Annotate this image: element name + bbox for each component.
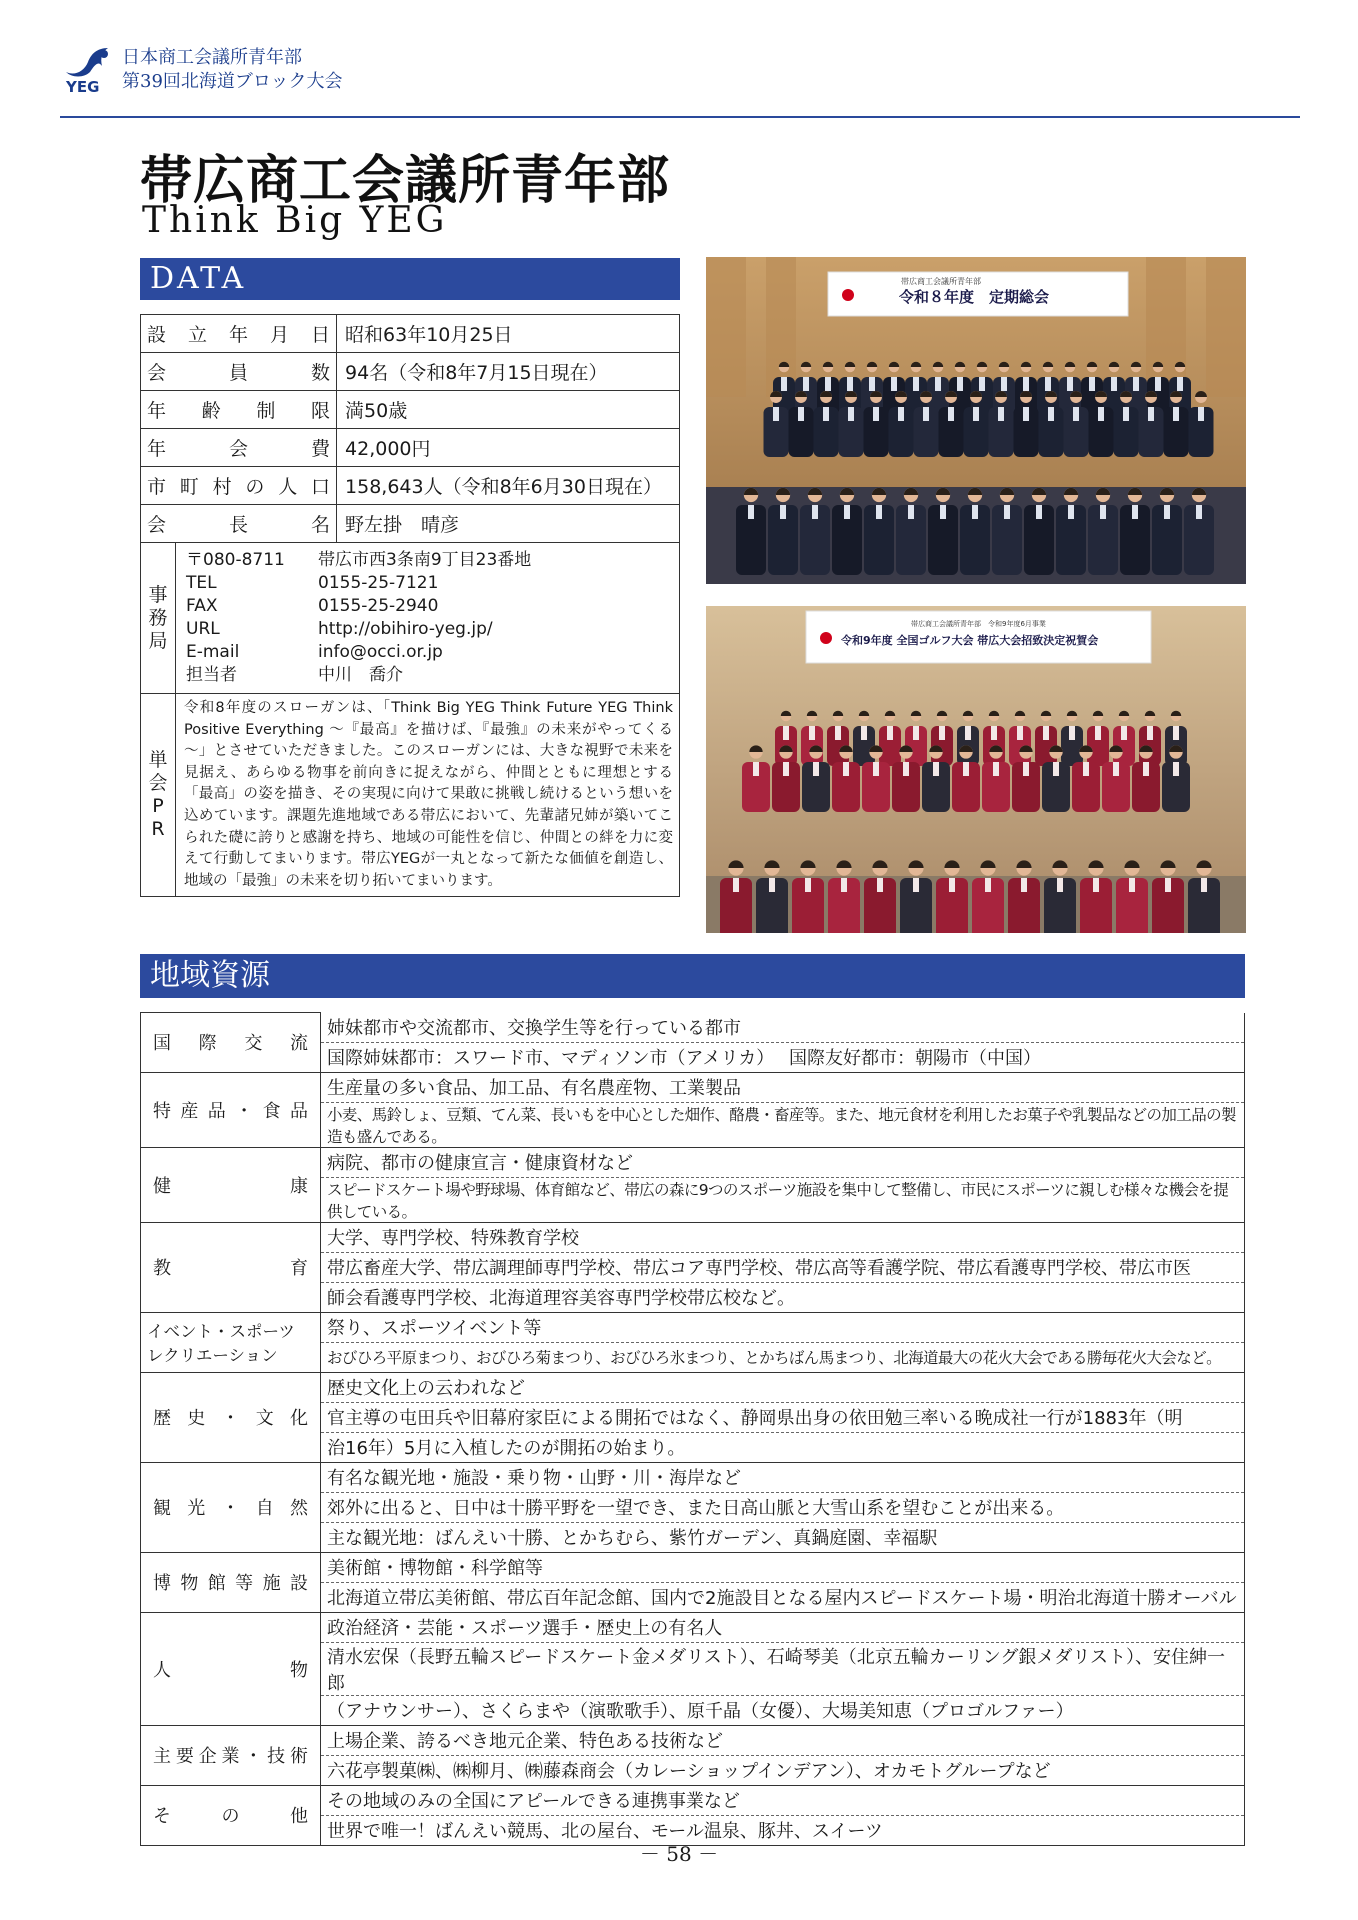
data-value: 昭和63年10月25日 bbox=[337, 315, 680, 353]
person-shirt bbox=[939, 726, 945, 740]
office-item bbox=[186, 641, 669, 664]
region-heading: 地域資源 bbox=[140, 954, 1245, 998]
person-shirt bbox=[783, 762, 789, 776]
person-shirt bbox=[877, 878, 883, 892]
office-item bbox=[186, 572, 669, 595]
person-shirt bbox=[803, 377, 809, 391]
data-row bbox=[141, 353, 680, 391]
data-label bbox=[141, 391, 337, 429]
person-shirt bbox=[1133, 377, 1139, 391]
person-shirt bbox=[973, 407, 979, 421]
person-shirt bbox=[1100, 505, 1106, 519]
yeg-logo bbox=[64, 42, 114, 98]
person-shirt bbox=[957, 377, 963, 391]
data-value: 42,000円 bbox=[337, 429, 680, 467]
region-value: 治16年）5月に入植したのが開拓の始まり。 bbox=[321, 1432, 1245, 1462]
person-shirt bbox=[1004, 505, 1010, 519]
office-info bbox=[176, 543, 680, 694]
region-value: 清水宏保（長野五輪スピードスケート金メダリスト）、石崎琴美（北京五輪カーリング銀メダリスト）、安住紳一郎 bbox=[321, 1642, 1245, 1695]
office-item-key: 担当者 bbox=[186, 665, 237, 685]
person-shirt bbox=[1073, 407, 1079, 421]
person-shirt bbox=[1113, 762, 1119, 776]
region-value: 世界で唯一！ばんえい競馬、北の屋台、モール温泉、豚丼、スイーツ bbox=[321, 1815, 1245, 1845]
person-shirt bbox=[1129, 878, 1135, 892]
region-label-text: 教 育 bbox=[153, 1258, 308, 1279]
golf-celebration-photo bbox=[706, 606, 1246, 933]
office-item bbox=[186, 664, 669, 687]
data-label bbox=[141, 505, 337, 543]
office-item-value: 中川 喬介 bbox=[318, 665, 403, 685]
person-shirt bbox=[972, 505, 978, 519]
region-label bbox=[141, 1147, 321, 1222]
person-shirt bbox=[940, 505, 946, 519]
region-row bbox=[141, 1222, 1245, 1252]
person-shirt bbox=[798, 407, 804, 421]
region-label-text: 人 物 bbox=[153, 1659, 308, 1681]
golf-celebration-photo-image bbox=[706, 606, 1246, 933]
person-shirt bbox=[979, 377, 985, 391]
person-shirt bbox=[891, 377, 897, 391]
person-shirt bbox=[1057, 878, 1063, 892]
person-shirt bbox=[1132, 505, 1138, 519]
person-shirt bbox=[823, 407, 829, 421]
region-row bbox=[141, 1072, 1245, 1102]
header-text bbox=[122, 46, 343, 94]
data-label-text: 年 齢 制 限 bbox=[147, 400, 330, 422]
person-shirt bbox=[1173, 762, 1179, 776]
general-meeting-photo bbox=[706, 257, 1246, 584]
office-label: 事 務 局 bbox=[141, 543, 176, 694]
pr-text: 令和8年度のスローガンは、「Think Big YEG Think Future YEG Think Positive Everything ～『最高』を描けば、『最強』の未来がやってくる～」とさせていただきました。このスローガンには、大きな視野で未来を見据え、あらゆる物事を前向きに捉えながら、仲間とともに理想とする「最高」の姿を描き、その実現に向けて果敢に挑戦し続けるという想いを込めています。課題先進地域である帯広において、先輩諸兄姉が築いてこられた礎に誇りと感謝を持ち、地域の可能性を信じ、仲間との絆を力に変えて行動してまいります。帯広YEGが一丸となって新たな価値を創造し、地域の「最強」の未来を切り拓いてまいります。 bbox=[176, 694, 680, 897]
person-shirt bbox=[898, 407, 904, 421]
region-label-text: 健 康 bbox=[153, 1175, 308, 1197]
region-row bbox=[141, 1013, 1245, 1043]
region-label bbox=[141, 1013, 321, 1073]
office-item-key: E-mail bbox=[186, 642, 240, 662]
page-title: 帯広商工会議所青年部 bbox=[140, 151, 671, 211]
page-subtitle: Think Big YEG bbox=[142, 200, 448, 241]
region-value: スピードスケート場や野球場、体育館など、帯広の森に9つのスポーツ施設を集中して整備し、市民にスポーツに親しむ様々な機会を提供している。 bbox=[321, 1177, 1245, 1222]
person-shirt bbox=[887, 726, 893, 740]
person-shirt bbox=[949, 878, 955, 892]
person-shirt bbox=[1143, 762, 1149, 776]
region-value: 官主導の屯田兵や旧幕府家臣による開拓ではなく、静岡県出身の依田勉三率いる晩成社一行が1883年（明 bbox=[321, 1402, 1245, 1432]
data-value: 158,643人（令和8年6月30日現在） bbox=[337, 467, 680, 505]
person-shirt bbox=[985, 878, 991, 892]
person-shirt bbox=[1068, 505, 1074, 519]
region-row bbox=[141, 1725, 1245, 1755]
person-shirt bbox=[844, 505, 850, 519]
region-value: 国際姉妹都市：スワード市、マディソン市（アメリカ） 国際友好都市：朝陽市（中国） bbox=[321, 1042, 1245, 1072]
region-label-text: 国 際 交 流 bbox=[153, 1033, 308, 1055]
yeg-logo-text: YEG bbox=[66, 78, 100, 96]
data-label bbox=[141, 315, 337, 353]
data-row bbox=[141, 505, 680, 543]
header-line-2: 第39回北海道ブロック大会 bbox=[122, 71, 343, 92]
region-value: 有名な観光地・施設・乗り物・山野・川・海岸など bbox=[321, 1462, 1245, 1492]
region-label bbox=[141, 1372, 321, 1462]
region-value: 祭り、スポーツイベント等 bbox=[321, 1312, 1245, 1342]
region-label bbox=[141, 1725, 321, 1785]
person-shirt bbox=[1069, 726, 1075, 740]
region-value: 主な観光地：ばんえい十勝、とかちむら、紫竹ガーデン、真鍋庭園、幸福駅 bbox=[321, 1522, 1245, 1552]
region-value: おびひろ平原まつり、おびひろ菊まつり、おびひろ氷まつり、とかちばん馬まつり、北海道最大の花火大会である勝毎花火大会など。 bbox=[321, 1342, 1245, 1372]
person-shirt bbox=[873, 407, 879, 421]
person-shirt bbox=[1045, 377, 1051, 391]
person-shirt bbox=[948, 407, 954, 421]
office-item-key: URL bbox=[186, 619, 220, 639]
photo2-banner-small: 帯広商工会議所青年部 令和9年度6月事業 bbox=[911, 620, 1046, 628]
person-shirt bbox=[1053, 762, 1059, 776]
person-shirt bbox=[1165, 878, 1171, 892]
person-shirt bbox=[1111, 377, 1117, 391]
data-label-text: 会 長 名 bbox=[147, 514, 331, 536]
person-shirt bbox=[998, 407, 1004, 421]
region-value: 郊外に出ると、日中は十勝平野を一望でき、また日高山脈と大雪山系を望むことが出来る。 bbox=[321, 1492, 1245, 1522]
region-label-text: そ の 他 bbox=[153, 1806, 308, 1827]
person-shirt bbox=[1023, 407, 1029, 421]
region-value: 政治経済・芸能・スポーツ選手・歴史上の有名人 bbox=[321, 1612, 1245, 1642]
data-value: 満50歳 bbox=[337, 391, 680, 429]
person-shirt bbox=[1083, 762, 1089, 776]
office-item bbox=[186, 549, 669, 572]
pr-label: 単 会 P R bbox=[141, 694, 176, 897]
person-shirt bbox=[1173, 407, 1179, 421]
region-row bbox=[141, 1785, 1245, 1815]
page-header bbox=[60, 40, 1300, 118]
person-shirt bbox=[813, 762, 819, 776]
data-label-text: 設 立 年 月 日 bbox=[147, 324, 331, 346]
region-value: 生産量の多い食品、加工品、有名農産物、工業製品 bbox=[321, 1072, 1245, 1102]
person-shirt bbox=[1093, 878, 1099, 892]
person-shirt bbox=[861, 726, 867, 740]
person-shirt bbox=[809, 726, 815, 740]
data-label bbox=[141, 467, 337, 505]
person-shirt bbox=[908, 505, 914, 519]
person-shirt bbox=[1173, 726, 1179, 740]
person-shirt bbox=[843, 762, 849, 776]
person-shirt bbox=[913, 377, 919, 391]
office-item-key: FAX bbox=[186, 596, 218, 616]
region-row bbox=[141, 1312, 1245, 1342]
data-value: 野左掛 晴彦 bbox=[337, 505, 680, 543]
person-shirt bbox=[965, 726, 971, 740]
office-item-value: 0155-25-7121 bbox=[318, 573, 439, 593]
photo1-banner: 令和８年度 定期総会 bbox=[899, 288, 1050, 306]
data-label-text: 市 町 村 の 人 口 bbox=[147, 476, 330, 498]
data-row bbox=[141, 391, 680, 429]
region-label-text: 観 光 ・ 自 然 bbox=[153, 1498, 308, 1519]
person-shirt bbox=[991, 726, 997, 740]
person-shirt bbox=[923, 407, 929, 421]
region-value: 北海道立帯広美術館、帯広百年記念館、国内で2施設目となる屋内スピードスケート場・明治北海道十勝オーバル bbox=[321, 1582, 1245, 1612]
person-shirt bbox=[1148, 407, 1154, 421]
region-row bbox=[141, 1552, 1245, 1582]
data-heading: DATA bbox=[140, 258, 680, 300]
person-shirt bbox=[933, 762, 939, 776]
office-item-value[interactable]: info@occi.or.jp bbox=[318, 642, 443, 662]
person-shirt bbox=[913, 726, 919, 740]
person-shirt bbox=[733, 878, 739, 892]
general-meeting-photo-image bbox=[706, 257, 1246, 584]
region-value: 病院、都市の健康宣言・健康資材など bbox=[321, 1147, 1245, 1177]
office-item-key: 〒080-8711 bbox=[186, 550, 285, 570]
person-shirt bbox=[841, 878, 847, 892]
region-value: 歴史文化上の云われなど bbox=[321, 1372, 1245, 1402]
person-shirt bbox=[835, 726, 841, 740]
person-shirt bbox=[1196, 505, 1202, 519]
region-value: 姉妹都市や交流都市、交換学生等を行っている都市 bbox=[321, 1013, 1245, 1043]
page-number: － 58 － bbox=[639, 1842, 719, 1866]
person-shirt bbox=[1177, 377, 1183, 391]
person-shirt bbox=[847, 377, 853, 391]
photo2-banner: 令和9年度 全国ゴルフ大会 帯広大会招致決定祝賀会 bbox=[841, 634, 1099, 647]
person-shirt bbox=[781, 377, 787, 391]
data-row bbox=[141, 429, 680, 467]
office-item-value: 帯広市西3条南9丁目23番地 bbox=[318, 550, 532, 570]
person-shirt bbox=[1098, 407, 1104, 421]
office-row bbox=[141, 543, 680, 694]
person-shirt bbox=[1023, 377, 1029, 391]
data-label-text: 会 員 数 bbox=[147, 362, 331, 384]
person-shirt bbox=[1023, 762, 1029, 776]
data-value: 94名（令和8年7月15日現在） bbox=[337, 353, 680, 391]
person-shirt bbox=[1123, 407, 1129, 421]
person-shirt bbox=[1043, 726, 1049, 740]
region-value: 小麦、馬鈴しょ、豆類、てん菜、長いもを中心とした畑作、酪農・畜産等。また、地元食材を利用したお菓子や乳製品などの加工品の製造も盛んである。 bbox=[321, 1102, 1245, 1147]
person-shirt bbox=[873, 762, 879, 776]
person-shirt bbox=[1067, 377, 1073, 391]
person-shirt bbox=[1021, 878, 1027, 892]
region-label bbox=[141, 1462, 321, 1552]
region-row bbox=[141, 1147, 1245, 1177]
office-item-value[interactable]: http://obihiro-yeg.jp/ bbox=[318, 619, 493, 639]
person-shirt bbox=[769, 878, 775, 892]
region-value: 美術館・博物館・科学館等 bbox=[321, 1552, 1245, 1582]
person-shirt bbox=[753, 762, 759, 776]
region-label-line: レクリエーション bbox=[147, 1346, 278, 1365]
person-shirt bbox=[1089, 377, 1095, 391]
person-shirt bbox=[876, 505, 882, 519]
region-label-text: 特 産 品 ・ 食 品 bbox=[153, 1100, 308, 1122]
office-item-value: 0155-25-2940 bbox=[318, 596, 439, 616]
person-shirt bbox=[993, 762, 999, 776]
person-shirt bbox=[903, 762, 909, 776]
person-shirt bbox=[1017, 726, 1023, 740]
region-label bbox=[141, 1312, 321, 1372]
region-row bbox=[141, 1612, 1245, 1642]
person-shirt bbox=[783, 726, 789, 740]
person-shirt bbox=[963, 762, 969, 776]
region-value: その地域のみの全国にアピールできる連携事業など bbox=[321, 1785, 1245, 1815]
person-shirt bbox=[1147, 726, 1153, 740]
person-shirt bbox=[1036, 505, 1042, 519]
region-row bbox=[141, 1462, 1245, 1492]
person-shirt bbox=[805, 878, 811, 892]
region-table bbox=[140, 1012, 1245, 1846]
header-rule bbox=[60, 116, 1300, 118]
office-item bbox=[186, 618, 669, 641]
person-shirt bbox=[1164, 505, 1170, 519]
pr-row bbox=[141, 694, 680, 897]
data-row bbox=[141, 467, 680, 505]
region-label bbox=[141, 1612, 321, 1725]
data-label-text: 年 会 費 bbox=[147, 438, 331, 460]
person-shirt bbox=[1121, 726, 1127, 740]
region-label-text: 主 要 企 業 ・ 技 術 bbox=[153, 1746, 308, 1767]
office-item-key: TEL bbox=[186, 573, 217, 593]
person-shirt bbox=[748, 505, 754, 519]
header-line-1: 日本商工会議所青年部 bbox=[122, 47, 302, 68]
person-shirt bbox=[780, 505, 786, 519]
region-label-text: 博 物 館 等 施 設 bbox=[153, 1573, 308, 1594]
person-shirt bbox=[1155, 377, 1161, 391]
photo1-banner-small: 帯広商工会議所青年部 bbox=[901, 277, 981, 286]
data-table bbox=[140, 314, 680, 897]
region-value: 師会看護専門学校、北海道理容美容専門学校帯広校など。 bbox=[321, 1282, 1245, 1312]
region-value: 帯広畜産大学、帯広調理師専門学校、帯広コア専門学校、帯広高等看護学院、帯広看護専門学校、帯広市医 bbox=[321, 1252, 1245, 1282]
office-item bbox=[186, 595, 669, 618]
region-label bbox=[141, 1222, 321, 1312]
person-shirt bbox=[1001, 377, 1007, 391]
person-shirt bbox=[1201, 878, 1207, 892]
region-value: （アナウンサー）、さくらまや（演歌歌手）、原千晶（女優）、大場美知恵（プロゴルファー） bbox=[321, 1695, 1245, 1725]
region-value: 大学、専門学校、特殊教育学校 bbox=[321, 1222, 1245, 1252]
region-label-text: 歴 史 ・ 文 化 bbox=[153, 1408, 308, 1429]
yeg-wave-icon bbox=[64, 42, 114, 78]
person-shirt bbox=[869, 377, 875, 391]
person-shirt bbox=[1048, 407, 1054, 421]
data-label bbox=[141, 429, 337, 467]
person-shirt bbox=[848, 407, 854, 421]
region-label bbox=[141, 1072, 321, 1147]
person-shirt bbox=[913, 878, 919, 892]
region-value: 上場企業、誇るべき地元企業、特色ある技術など bbox=[321, 1725, 1245, 1755]
data-row bbox=[141, 315, 680, 353]
region-value: 六花亭製菓㈱、㈱柳月、㈱藤森商会（カレーショップインデアン）、オカモトグループなど bbox=[321, 1755, 1245, 1785]
person-shirt bbox=[1095, 726, 1101, 740]
person-shirt bbox=[1198, 407, 1204, 421]
person-shirt bbox=[825, 377, 831, 391]
region-label-line: イベント・スポーツ bbox=[147, 1322, 295, 1341]
region-label bbox=[141, 1785, 321, 1845]
person-shirt bbox=[935, 377, 941, 391]
region-label bbox=[141, 1552, 321, 1612]
person-shirt bbox=[773, 407, 779, 421]
data-label bbox=[141, 353, 337, 391]
region-row bbox=[141, 1372, 1245, 1402]
person-shirt bbox=[812, 505, 818, 519]
